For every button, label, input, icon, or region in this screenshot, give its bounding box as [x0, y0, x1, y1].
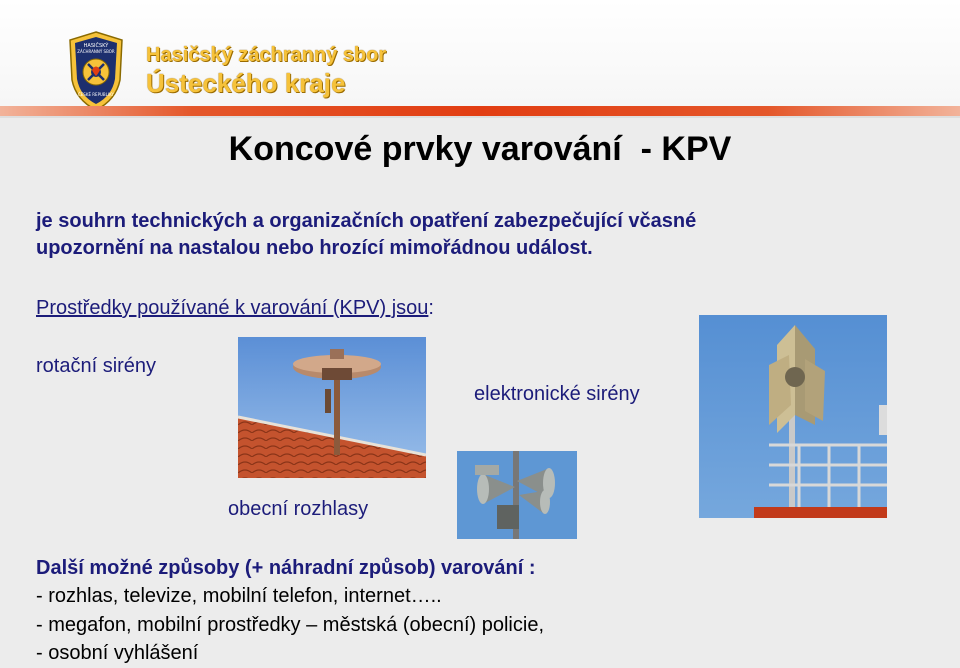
other-methods-heading: Další možné způsoby (+ náhradní způsob) varování :: [36, 557, 536, 579]
electronic-sirens-label: elektronické sirény: [474, 383, 640, 405]
rotary-siren-photo: [238, 337, 426, 478]
header: [0, 0, 960, 106]
other-methods-line1: - rozhlas, televize, mobilní telefon, internet…..: [36, 585, 442, 607]
fire-rescue-emblem-icon: [66, 30, 126, 112]
header-accent-bar: [0, 106, 960, 116]
organization-name-line2: Ústeckého kraje: [146, 68, 346, 98]
means-heading-colon: :: [428, 297, 434, 319]
emblem-text-bottom: ČESKÉ REPUBLIKY: [77, 92, 115, 97]
other-methods-line2: - megafon, mobilní prostředky – městská (obecní) policie,: [36, 614, 544, 636]
electronic-siren-photo: [699, 315, 887, 518]
rotary-sirens-label: rotační sirény: [36, 355, 157, 377]
slide-title: Koncové prvky varování - KPV: [228, 130, 732, 168]
organization-name-line1: Hasičský záchranný sbor: [146, 44, 387, 66]
emblem-text-mid: ZÁCHRANNÝ SBOR: [77, 49, 115, 54]
emblem-text-top: HASIČSKÝ: [83, 43, 109, 49]
definition-line1: je souhrn technických a organizačních opatření zabezpečující včasné: [36, 210, 697, 232]
public-radio-label: obecní rozhlasy: [228, 498, 369, 520]
other-methods-line3: - osobní vyhlášení: [36, 642, 199, 664]
means-heading: [36, 297, 434, 320]
public-radio-speaker-photo: [457, 451, 577, 539]
definition-line2: upozornění na nastalou nebo hrozící mimořádnou událost.: [36, 237, 593, 259]
means-heading-label: Prostředky používané k varování (KPV) jsou: [36, 297, 429, 319]
organization-name: [146, 44, 386, 100]
definition-text: [36, 208, 916, 262]
